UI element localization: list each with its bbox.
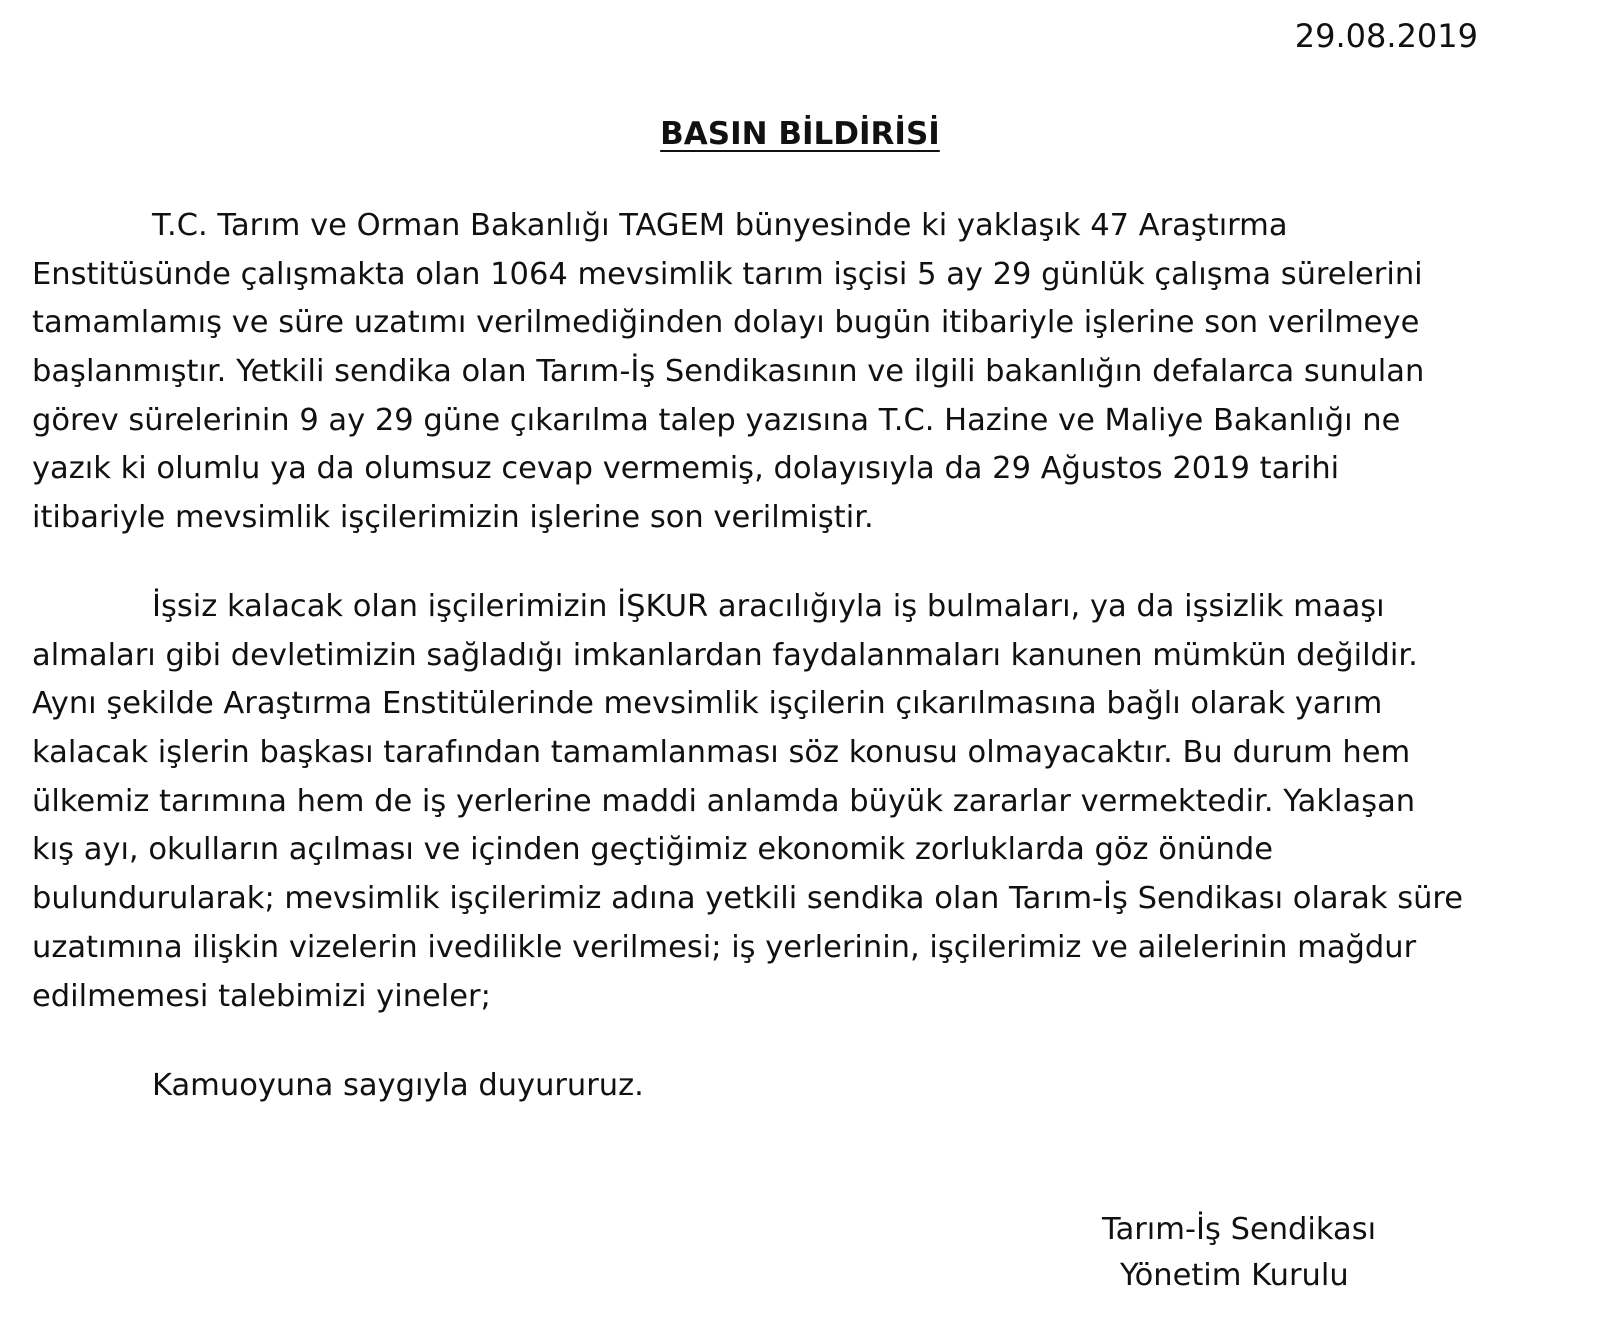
closing-line: Kamuoyuna saygıyla duyururuz. — [152, 1068, 644, 1103]
paragraph-line: T.C. Tarım ve Orman Bakanlığı TAGEM bünyesinde ki yaklaşık 47 Araştırma — [152, 208, 1288, 243]
paragraph-2 — [32, 583, 1463, 1021]
paragraph-line: itibariyle mevsimlik işçilerimizin işlerine son verilmiştir. — [32, 500, 874, 536]
paragraph-line: yazık ki olumlu ya da olumsuz cevap vermemiş, dolayısıyla da 29 Ağustos 2019 tarihi — [32, 451, 1340, 487]
paragraph-line: kalacak işlerin başkası tarafından tamamlanması söz konusu olmayacaktır. Bu durum hem — [32, 735, 1411, 771]
document-title: BASIN BİLDİRİSİ — [660, 116, 940, 152]
paragraph-line: ülkemiz tarımına hem de iş yerlerine maddi anlamda büyük zararlar vermektedir. Yaklaşan — [32, 783, 1416, 819]
paragraph-line: bulundurularak; mevsimlik işçilerimiz adına yetkili sendika olan Tarım-İş Sendikası olarak süre — [32, 881, 1464, 917]
paragraph-line: başlanmıştır. Yetkili sendika olan Tarım-İş Sendikasının ve ilgili bakanlığın defalarca sunulan — [32, 354, 1425, 390]
paragraph-line: kış ayı, okulların açılması ve içinden geçtiğimiz ekonomik zorluklarda göz önünde — [32, 832, 1273, 868]
paragraph-line: Aynı şekilde Araştırma Enstitülerinde mevsimlik işçilerin çıkarılmasına bağlı olarak yarım — [32, 686, 1383, 722]
document-date: 29.08.2019 — [1294, 17, 1478, 55]
paragraph-line: uzatımına ilişkin vizelerin ivedilikle verilmesi; iş yerlerinin, işçilerimiz ve ailelerinin mağdur — [32, 929, 1417, 965]
paragraph-line: almaları gibi devletimizin sağladığı imkanlardan faydalanmaları kanunen mümkün değildir. — [32, 637, 1418, 673]
signature-organization: Tarım-İş Sendikası — [1102, 1212, 1377, 1247]
paragraph-1 — [32, 202, 1424, 543]
paragraph-line: görev sürelerinin 9 ay 29 güne çıkarılma talep yazısına T.C. Hazine ve Maliye Bakanlığı ne — [32, 402, 1401, 438]
signature-board: Yönetim Kurulu — [1120, 1258, 1349, 1293]
paragraph-line: tamamlamış ve süre uzatımı verilmediğinden dolayı bugün itibariyle işlerine son verilmeye — [32, 305, 1420, 341]
paragraph-line: İşsiz kalacak olan işçilerimizin İŞKUR aracılığıyla iş bulmaları, ya da işsizlik maaşı — [152, 589, 1385, 624]
paragraph-line: Enstitüsünde çalışmakta olan 1064 mevsimlik tarım işçisi 5 ay 29 günlük çalışma sürelerini — [32, 256, 1423, 292]
paragraph-line: edilmemesi talebimizi yineler; — [32, 978, 491, 1014]
